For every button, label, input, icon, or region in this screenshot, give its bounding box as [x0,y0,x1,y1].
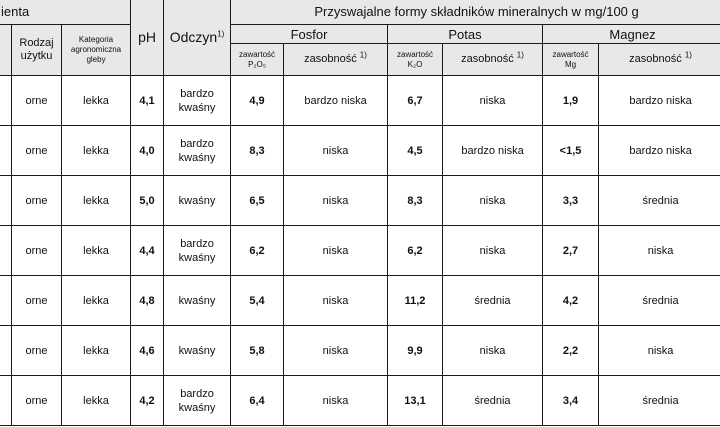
land-use-cell: orne [12,376,62,426]
potassium-content-cell: 6,2 [388,226,443,276]
magnesium-abundance-cell: niska [599,226,720,276]
mineral-forms-header: Przyswajalne formy składników mineralnych w mg/100 g [231,0,720,25]
land-use-cell: orne [12,326,62,376]
row-index-cell [0,326,12,376]
table-row [0,326,720,376]
magnesium-abundance-cell: bardzo niska [599,76,720,126]
potassium-abundance-cell: niska [443,176,543,226]
potassium-abundance-header: zasobność $^{1)}$ [443,44,543,76]
phosphorus-abundance-cell: niska [284,176,388,226]
magnesium-abundance-cell: bardzo niska [599,126,720,176]
reaction-header: Odczyn$^{1)}$ [164,0,231,76]
soil-category-cell: lekka [62,326,131,376]
reaction-cell: kwaśny [164,276,231,326]
land-use-cell: orne [12,76,62,126]
soil-category-cell: lekka [62,226,131,276]
reaction-cell: bardzo kwaśny [164,126,231,176]
land-use-header: Rodzaj użytku [12,25,62,76]
soil-category-cell: lekka [62,176,131,226]
magnesium-content-cell: <1,5 [543,126,599,176]
ph-cell: 4,4 [131,226,164,276]
table-row [0,76,720,126]
potassium-abundance-cell: bardzo niska [443,126,543,176]
magnesium-header: Magnez [543,25,720,44]
phosphorus-abundance-cell: niska [284,376,388,426]
potassium-content-cell: 8,3 [388,176,443,226]
phosphorus-content-cell: 5,4 [231,276,284,326]
phosphorus-header: Fosfor [231,25,388,44]
ph-cell: 4,6 [131,326,164,376]
magnesium-abundance-cell: średnia [599,376,720,426]
ph-cell: 4,0 [131,126,164,176]
phosphorus-content-header: zawartość P₂O₅ [231,44,284,76]
potassium-content-cell: 6,7 [388,76,443,126]
potassium-abundance-cell: niska [443,226,543,276]
magnesium-content-cell: 2,7 [543,226,599,276]
table-row [0,176,720,226]
potassium-content-cell: 4,5 [388,126,443,176]
ph-cell: 4,2 [131,376,164,426]
group-header-fragment: ienta [0,0,131,25]
potassium-header: Potas [388,25,543,44]
phosphorus-content-cell: 4,9 [231,76,284,126]
magnesium-content-cell: 3,4 [543,376,599,426]
land-use-cell: orne [12,176,62,226]
phosphorus-abundance-cell: niska [284,126,388,176]
soil-category-cell: lekka [62,126,131,176]
row-index-cell [0,226,12,276]
magnesium-content-cell: 1,9 [543,76,599,126]
reaction-cell: bardzo kwaśny [164,76,231,126]
soil-category-header: Kategoria agronomiczna gleby [62,25,131,76]
magnesium-abundance-cell: średnia [599,176,720,226]
table-row [0,276,720,326]
phosphorus-abundance-cell: niska [284,226,388,276]
row-index-cell [0,276,12,326]
reaction-cell: kwaśny [164,326,231,376]
phosphorus-abundance-cell: niska [284,326,388,376]
potassium-content-cell: 13,1 [388,376,443,426]
table-row [0,376,720,426]
magnesium-abundance-header: zasobność $^{1)}$ [599,44,720,76]
land-use-cell: orne [12,276,62,326]
soil-category-cell: lekka [62,376,131,426]
potassium-content-cell: 11,2 [388,276,443,326]
ph-header: pH [131,0,164,76]
potassium-abundance-cell: niska [443,326,543,376]
phosphorus-content-cell: 5,8 [231,326,284,376]
row-index-cell [0,126,12,176]
phosphorus-abundance-cell: bardzo niska [284,76,388,126]
table-row [0,126,720,176]
potassium-abundance-cell: niska [443,76,543,126]
magnesium-content-cell: 2,2 [543,326,599,376]
potassium-abundance-cell: średnia [443,376,543,426]
row-index-header [0,25,12,76]
potassium-content-cell: 9,9 [388,326,443,376]
row-index-cell [0,76,12,126]
land-use-cell: orne [12,226,62,276]
row-index-cell [0,376,12,426]
phosphorus-content-cell: 6,2 [231,226,284,276]
magnesium-abundance-cell: niska [599,326,720,376]
phosphorus-content-cell: 8,3 [231,126,284,176]
magnesium-content-header: zawartość Mg [543,44,599,76]
potassium-content-header: zawartość K₂O [388,44,443,76]
phosphorus-abundance-cell: niska [284,276,388,326]
phosphorus-abundance-header: zasobność $^{1)}$ [284,44,388,76]
potassium-abundance-cell: średnia [443,276,543,326]
soil-category-cell: lekka [62,76,131,126]
magnesium-content-cell: 3,3 [543,176,599,226]
phosphorus-content-cell: 6,5 [231,176,284,226]
reaction-cell: bardzo kwaśny [164,376,231,426]
ph-cell: 4,1 [131,76,164,126]
phosphorus-content-cell: 6,4 [231,376,284,426]
table-body [0,76,720,426]
magnesium-abundance-cell: średnia [599,276,720,326]
row-index-cell [0,176,12,226]
soil-category-cell: lekka [62,276,131,326]
land-use-cell: orne [12,126,62,176]
reaction-cell: bardzo kwaśny [164,226,231,276]
ph-cell: 4,8 [131,276,164,326]
magnesium-content-cell: 4,2 [543,276,599,326]
table-row [0,226,720,276]
reaction-cell: kwaśny [164,176,231,226]
ph-cell: 5,0 [131,176,164,226]
